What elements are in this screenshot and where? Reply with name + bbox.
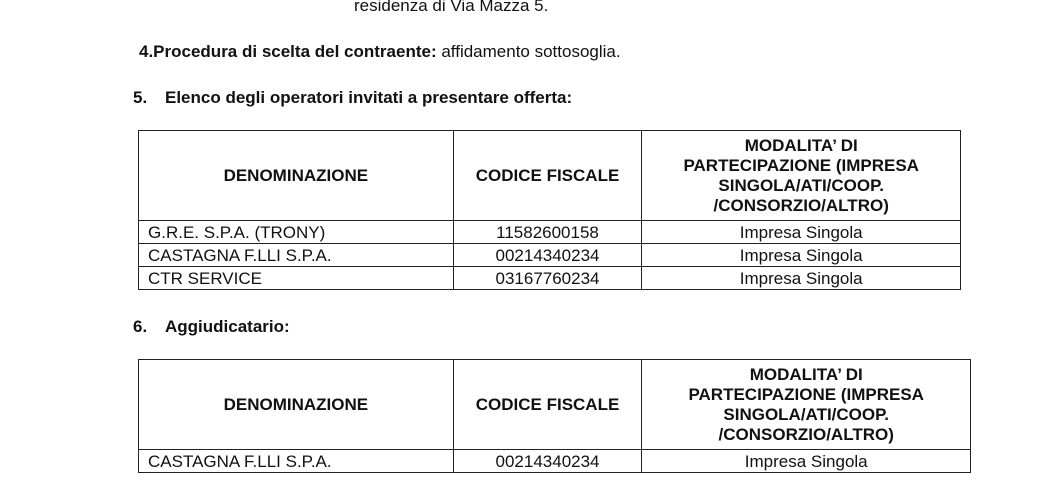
table-row bbox=[139, 450, 971, 473]
cell-codice-fiscale: 11582600158 bbox=[453, 221, 642, 244]
cell-denominazione: CTR SERVICE bbox=[139, 267, 454, 290]
cell-denominazione: CASTAGNA F.LLI S.P.A. bbox=[139, 244, 454, 267]
header-modalita bbox=[642, 131, 961, 221]
table-header-row bbox=[139, 360, 971, 450]
header-modalita-line: PARTECIPAZIONE (IMPRESA bbox=[688, 384, 924, 404]
cell-modalita: Impresa Singola bbox=[642, 244, 961, 267]
cell-codice-fiscale: 03167760234 bbox=[453, 267, 642, 290]
awardee-table bbox=[138, 359, 971, 473]
section-5-title: Elenco degli operatori invitati a presentare offerta: bbox=[165, 88, 573, 107]
cell-denominazione: CASTAGNA F.LLI S.P.A. bbox=[139, 450, 454, 473]
table-row bbox=[139, 267, 961, 290]
cell-codice-fiscale: 00214340234 bbox=[453, 450, 642, 473]
cell-modalita: Impresa Singola bbox=[642, 221, 961, 244]
cell-modalita: Impresa Singola bbox=[642, 267, 961, 290]
cell-modalita: Impresa Singola bbox=[642, 450, 971, 473]
section-4 bbox=[139, 42, 621, 62]
section-5-number: 5. bbox=[133, 88, 148, 107]
section-6-title: Aggiudicatario: bbox=[165, 317, 290, 336]
section-5-heading bbox=[133, 88, 572, 108]
header-codice-fiscale: CODICE FISCALE bbox=[453, 360, 642, 450]
header-denominazione: DENOMINAZIONE bbox=[139, 360, 454, 450]
section-4-value: affidamento sottosoglia. bbox=[441, 42, 621, 61]
cell-denominazione: G.R.E. S.P.A. (TRONY) bbox=[139, 221, 454, 244]
header-modalita-line: MODALITA’ DI bbox=[744, 135, 858, 155]
table-row bbox=[139, 221, 961, 244]
header-modalita-line: SINGOLA/ATI/COOP. bbox=[723, 404, 889, 424]
header-codice-fiscale: CODICE FISCALE bbox=[453, 131, 642, 221]
section-6-number: 6. bbox=[133, 317, 148, 336]
invited-operators-table bbox=[138, 130, 961, 290]
cell-codice-fiscale: 00214340234 bbox=[453, 244, 642, 267]
header-modalita bbox=[642, 360, 971, 450]
header-modalita-line: PARTECIPAZIONE (IMPRESA bbox=[683, 155, 919, 175]
header-denominazione: DENOMINAZIONE bbox=[139, 131, 454, 221]
header-modalita-line: /CONSORZIO/ALTRO) bbox=[718, 424, 894, 444]
header-modalita-line: MODALITA’ DI bbox=[749, 364, 863, 384]
table-header-row bbox=[139, 131, 961, 221]
section-6-heading bbox=[133, 317, 290, 337]
table-row bbox=[139, 244, 961, 267]
section-4-label: 4.Procedura di scelta del contraente: bbox=[139, 42, 437, 61]
intro-line: residenza di Via Mazza 5. bbox=[354, 0, 549, 15]
header-modalita-line: SINGOLA/ATI/COOP. bbox=[718, 175, 884, 195]
header-modalita-line: /CONSORZIO/ALTRO) bbox=[713, 195, 889, 215]
